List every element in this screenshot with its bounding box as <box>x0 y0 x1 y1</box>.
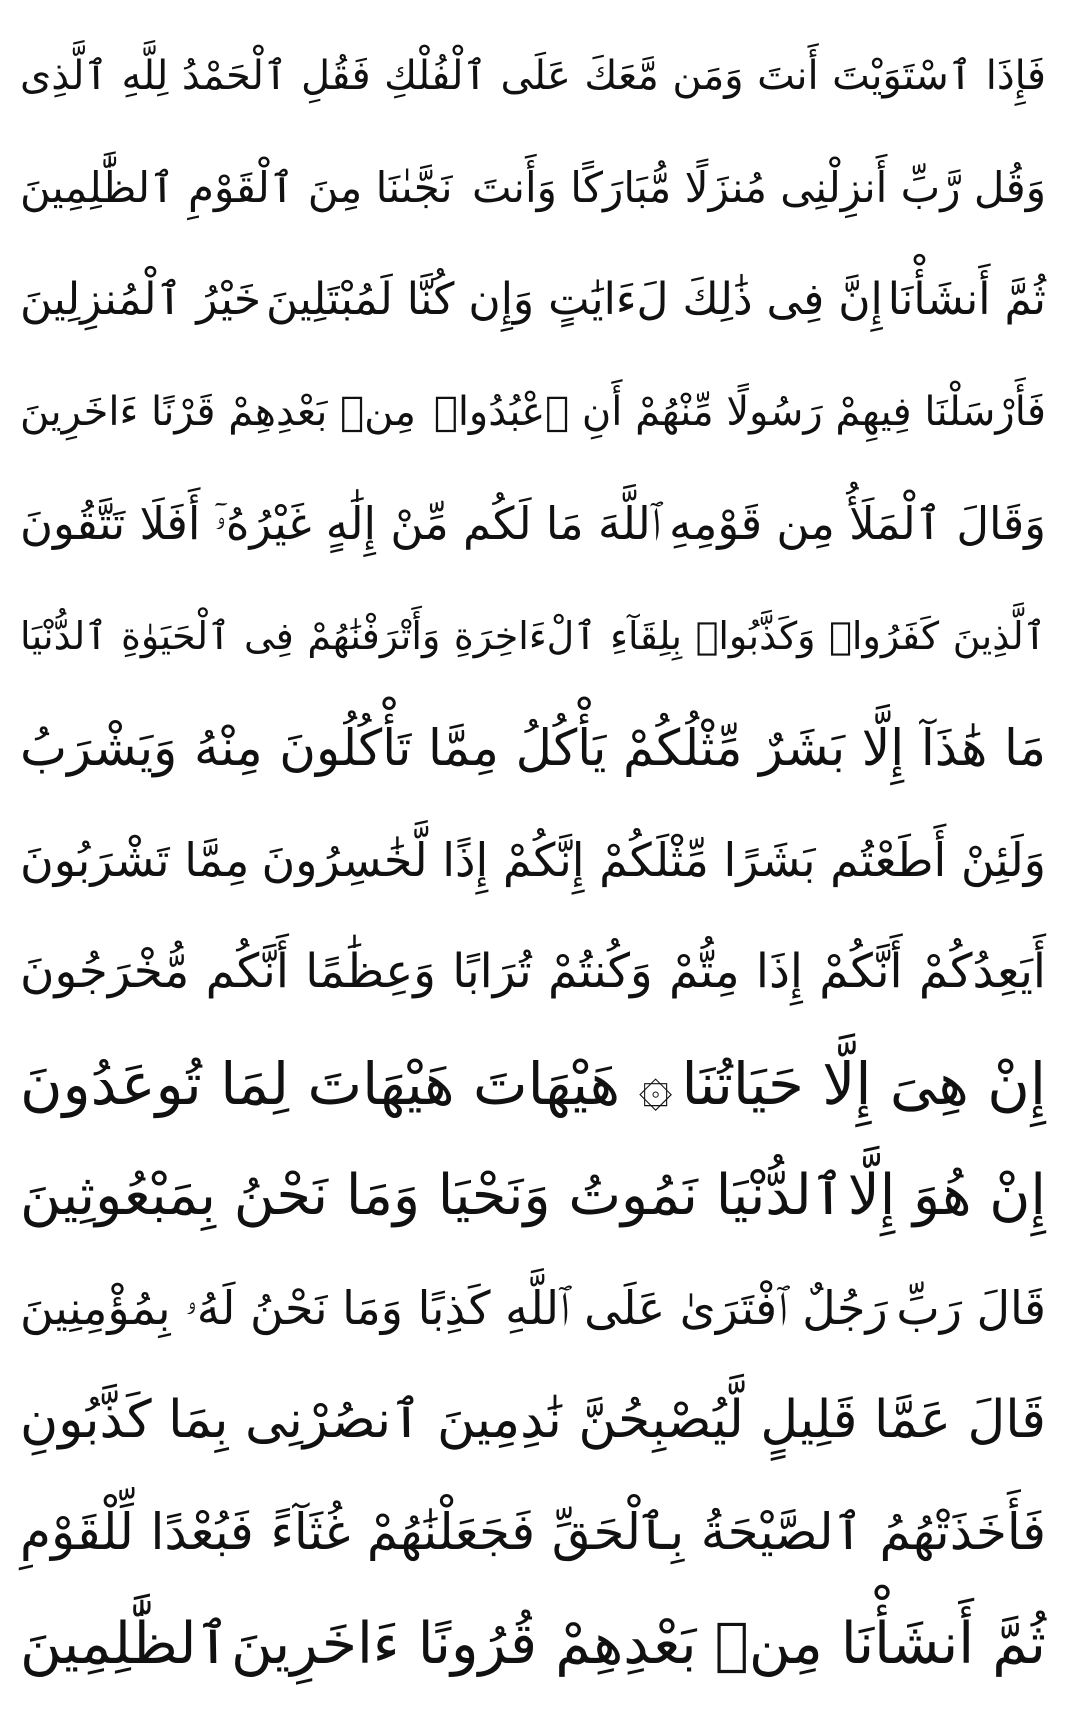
verse-segment: ٱنصُرْنِى بِمَا كَذَّبُونِ <box>20 1390 422 1450</box>
verse-segment: ٱلَّذِينَ كَفَرُوا۟ وَكَذَّبُوا۟ بِلِقَآءِ ٱلْءَاخِرَةِ وَأَتْرَفْنَٰهُمْ فِى ٱلْحَيَوٰةِ ٱلدُّنْيَا <box>20 614 1046 658</box>
text-line <box>20 812 1046 908</box>
verse-segment: وَقَالَ ٱلْمَلَأُ مِن قَوْمِهِ <box>669 497 1046 550</box>
verse-segment: وَقُل رَّبِّ أَنزِلْنِى مُنزَلًا مُّبَارَكًا وَأَنتَ <box>472 163 1046 212</box>
verse-segment: أَيَعِدُكُمْ أَنَّكُمْ إِذَا مِتُّمْ وَكُنتُمْ تُرَابًا وَعِظَٰمًا أَنَّكُم مُّخْرَجُونَ <box>20 944 1046 999</box>
verse-segment: مَا هَٰذَآ إِلَّا بَشَرٌ مِّثْلُكُمْ يَأْكُلُ مِمَّا تَأْكُلُونَ مِنْهُ وَيَشْرَبُ <box>20 719 1046 777</box>
verse-segment: ثُمَّ أَنشَأْنَا <box>887 274 1046 325</box>
text-line <box>20 476 1046 572</box>
verse-segment: قَالَ رَبِّ <box>896 1281 1046 1335</box>
verse-segment: إِنْ هِىَ إِلَّا حَيَاتُنَا <box>681 1050 1046 1118</box>
verse-segment: فَأَرْسَلْنَا فِيهِمْ رَسُولًا مِّنْهُمْ أَنِ ٱعْبُدُوا۟ <box>433 389 1046 435</box>
verse-segment: فَأَخَذَتْهُمُ ٱلصَّيْحَةُ بِٱلْحَقِّ فَجَعَلْنَٰهُمْ غُثَآءً فَبُعْدًا لِّلْقَوْمِ <box>20 1503 1046 1561</box>
verse-segment: نَجَّىٰنَا مِنَ ٱلْقَوْمِ ٱلظَّٰلِمِينَ <box>20 163 453 212</box>
verse-segment: وَلَئِنْ أَطَعْتُم بَشَرًا مِّثْلَكُمْ إِنَّكُمْ إِذًا لَّخَٰسِرُونَ <box>261 833 1046 887</box>
verse-segment: رَجُلٌ ٱفْتَرَىٰ عَلَى ٱللَّهِ كَذِبًا وَمَا نَحْنُ لَهُۥ بِمُؤْمِنِينَ <box>20 1281 888 1335</box>
text-line <box>20 924 1046 1020</box>
verse-segment: مِمَّا تَشْرَبُونَ <box>20 833 250 887</box>
verse-segment: ۞ هَيْهَاتَ هَيْهَاتَ لِمَا تُوعَدُونَ <box>20 1050 673 1118</box>
verse-segment: إِنْ هُوَ إِلَّا <box>847 1163 1046 1228</box>
text-line <box>20 1484 1046 1580</box>
text-line <box>20 140 1046 236</box>
text-line <box>20 1372 1046 1468</box>
text-line <box>20 1260 1046 1356</box>
verse-segment: ٱلظَّٰلِمِينَ <box>20 1611 230 1677</box>
verse-segment: ٱللَّهَ مَا لَكُم مِّنْ إِلَٰهٍ غَيْرُهُۥٓ أَفَلَا تَتَّقُونَ <box>20 497 661 550</box>
verse-segment: ٱلدُّنْيَا نَمُوتُ وَنَحْيَا وَمَا نَحْنُ بِمَبْعُوثِينَ <box>20 1163 845 1228</box>
text-line <box>20 1596 1046 1692</box>
verse-segment: إِنَّ فِى ذَٰلِكَ لَءَايَٰتٍ وَإِن كُنَّا لَمُبْتَلِينَ <box>266 274 883 325</box>
text-line <box>20 588 1046 684</box>
verse-segment: ثُمَّ أَنشَأْنَا مِنۢ بَعْدِهِمْ قُرُونًا ءَاخَرِينَ <box>231 1611 1046 1677</box>
text-line <box>20 700 1046 796</box>
verse-segment: قَالَ عَمَّا قَلِيلٍ لَّيُصْبِحُنَّ نَٰدِمِينَ <box>436 1390 1046 1450</box>
verse-segment: فَإِذَا ٱسْتَوَيْتَ أَنتَ وَمَن مَّعَكَ عَلَى ٱلْفُلْكِ فَقُلِ ٱلْحَمْدُ لِلَّهِ ٱلَّذِى <box>20 53 1046 99</box>
text-line <box>20 252 1046 348</box>
text-line <box>20 1148 1046 1244</box>
text-line <box>20 1036 1046 1132</box>
text-line <box>20 364 1046 460</box>
verse-segment: مِنۢ بَعْدِهِمْ قَرْنًا ءَاخَرِينَ <box>20 389 416 435</box>
verse-segment: خَيْرُ ٱلْمُنزِلِينَ <box>20 274 262 325</box>
text-line <box>20 28 1046 124</box>
